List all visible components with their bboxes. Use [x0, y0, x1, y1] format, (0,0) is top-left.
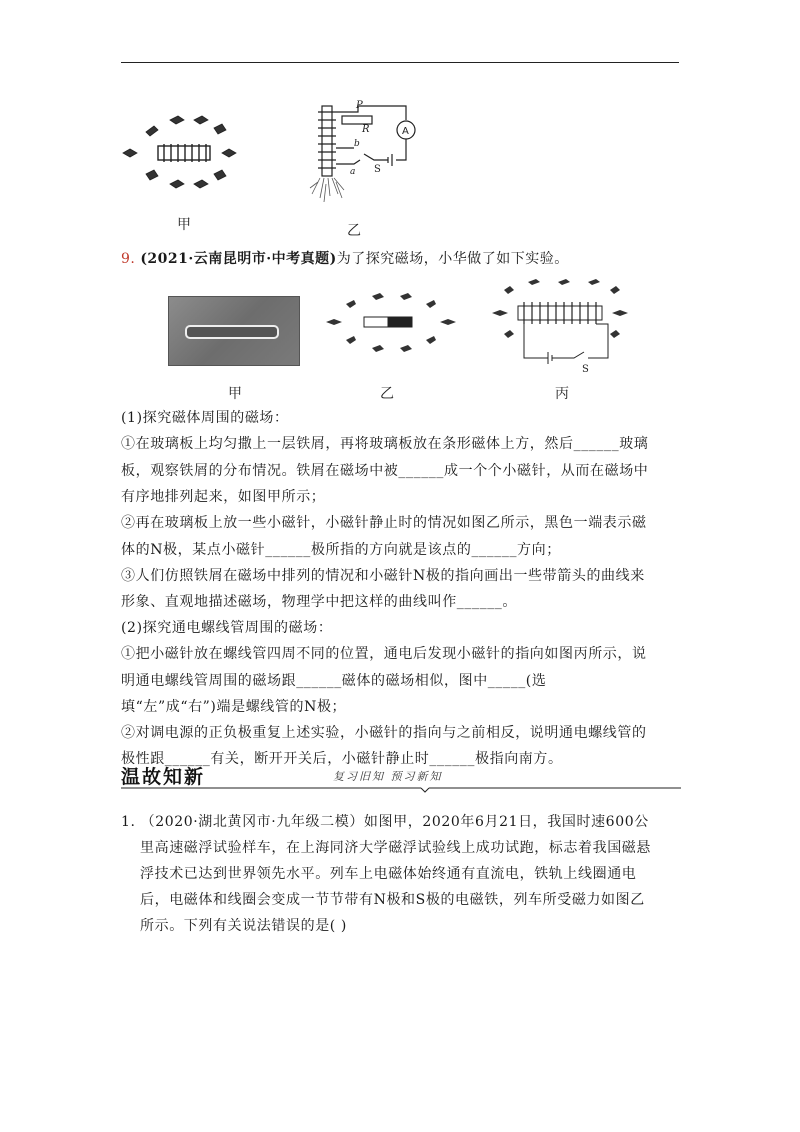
question-line: (2)探究通电螺线管周围的磁场： — [121, 620, 333, 636]
question-line: 浮技术已达到世界领先水平。列车上电磁体始终通有直流电，铁轨上线圈通电 — [140, 866, 637, 882]
label-s: S — [374, 164, 381, 175]
figure-caption: 甲 — [177, 217, 191, 233]
question-line: ②再在玻璃板上放一些小磁针，小磁针静止时的情况如图乙所示，黑色一端表示磁 — [121, 515, 647, 531]
section-subtitle: 复习旧知 预习新知 — [333, 770, 443, 783]
question-line: (1)探究磁体周围的磁场： — [121, 410, 289, 426]
question-line: 极性跟______有关，断开开关后，小磁针静止时______极指向南方。 — [121, 751, 563, 767]
question-line: 体的N极，某点小磁针______极所指的方向就是该点的______方向； — [121, 542, 561, 558]
label-a: a — [350, 167, 356, 177]
figure-caption: 甲 — [228, 386, 242, 402]
ammeter-label: A — [402, 126, 409, 137]
question-source: (2021·云南昆明市·中考真题) — [140, 251, 337, 267]
question-line: 形象、直观地描述磁场，物理学中把这样的曲线叫作______。 — [121, 594, 517, 610]
figure-solenoid-circuit — [488, 278, 638, 374]
iron-filings-photo — [168, 296, 300, 366]
figure-caption: 乙 — [347, 223, 361, 239]
figure-caption: 乙 — [380, 386, 394, 402]
section-header — [121, 760, 681, 792]
question-line: 明通电螺线管周围的磁场跟______磁体的磁场相似，图中_____(选 — [121, 673, 547, 689]
question-line: 里高速磁浮试验样车，在上海同济大学磁浮试验线上成功试跑，标志着我国磁悬 — [140, 840, 651, 856]
switch-label: S — [582, 364, 589, 374]
header-rule — [121, 62, 679, 63]
figure-caption: 丙 — [555, 386, 569, 402]
question-line: 1. （2020·湖北黄冈市·九年级二模）如图甲，2020年6月21日，我国时速600公 — [121, 814, 649, 830]
figure-top-right — [308, 98, 428, 228]
solenoid-coil — [158, 144, 210, 162]
question-line: 所示。下列有关说法错误的是( ) — [140, 918, 347, 934]
label-p: P — [356, 100, 363, 111]
question-line: ②对调电源的正负极重复上述实验，小磁针的指向与之前相反，说明通电螺线管的 — [121, 725, 647, 741]
question-line: ①把小磁针放在螺线管四周不同的位置，通电后发现小磁针的指向如图丙所示，说 — [121, 646, 647, 662]
figure-top-left — [118, 112, 248, 198]
question-line: ③人们仿照铁屑在磁场中排列的情况和小磁针N极的指向画出一些带箭头的曲线来 — [121, 568, 645, 584]
question-number: 9. — [121, 251, 136, 267]
question-9-header — [121, 248, 569, 268]
label-b: b — [354, 139, 360, 149]
question-line: 板，观察铁屑的分布情况。铁屑在磁场中被______成一个个小磁针，从而在磁场中 — [121, 463, 649, 479]
label-r: R — [362, 124, 370, 135]
figure-bar-magnet — [322, 290, 462, 360]
question-line: ①在玻璃板上均匀撒上一层铁屑，再将玻璃板放在条形磁体上方，然后______玻璃 — [121, 436, 649, 452]
question-line: 填“左”成“右”)端是螺线管的N极； — [121, 699, 347, 715]
section-title: 温故知新 — [121, 766, 206, 788]
question-line: 后，电磁体和线圈会变成一节节带有N极和S极的电磁铁，列车所受磁力如图乙 — [140, 892, 645, 908]
question-line: 有序地排列起来，如图甲所示； — [121, 489, 326, 505]
question-stem: 为了探究磁场，小华做了如下实验。 — [336, 251, 569, 267]
compass-needle-icon — [123, 116, 236, 188]
